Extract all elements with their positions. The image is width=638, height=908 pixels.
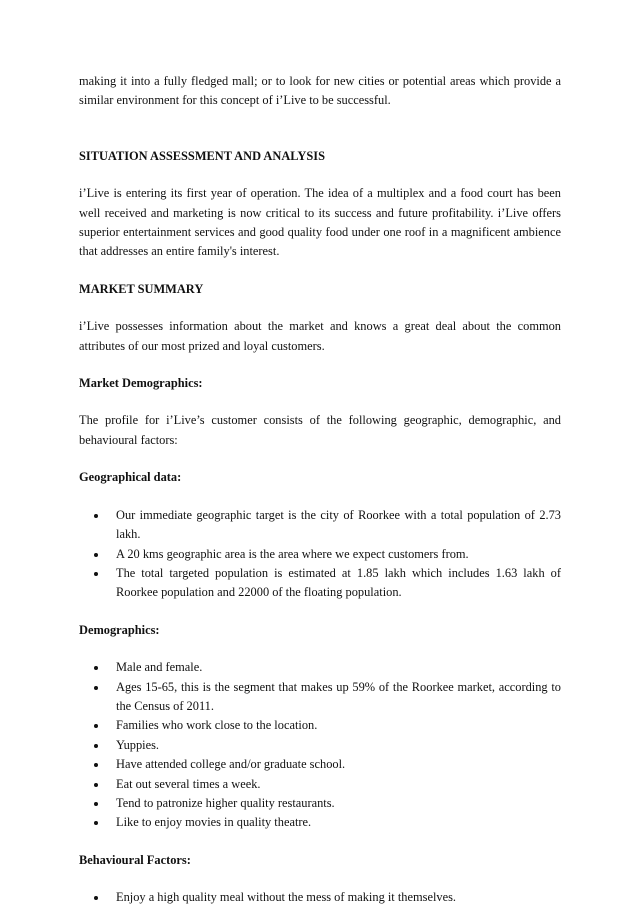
bullet-icon: [94, 686, 98, 690]
list-item: A 20 kms geographic area is the area where we expect customers from.: [79, 545, 561, 564]
list-item: Eat out several times a week.: [79, 775, 561, 794]
list-item: Enjoy a high quality meal without the mess of making it themselves.: [79, 888, 561, 907]
list-item: Families who work close to the location.: [79, 716, 561, 735]
bullet-icon: [94, 783, 98, 787]
behavioural-factors-heading: Behavioural Factors:: [79, 852, 191, 867]
bullet-icon: [94, 896, 98, 900]
demographics-heading: Demographics:: [79, 622, 160, 637]
market-summary-paragraph: i’Live possesses information about the market and knows a great deal about the common attributes of our most prized and loyal customers.: [79, 319, 561, 353]
list-item: Male and female.: [79, 658, 561, 677]
bullet-icon: [94, 724, 98, 728]
list-item: Ages 15-65, this is the segment that makes up 59% of the Roorkee market, according to the Census of 2011.: [79, 678, 561, 717]
list-item: Like to enjoy movies in quality theatre.: [79, 813, 561, 832]
list-item: Have attended college and/or graduate school.: [79, 755, 561, 774]
geographical-data-heading: Geographical data:: [79, 470, 182, 485]
intro-paragraph: making it into a fully fledged mall; or to look for new cities or potential areas which provide a similar environment for this concept of i’Live to be successful.: [79, 74, 561, 108]
bullet-icon: [94, 802, 98, 806]
geographical-list: [79, 506, 561, 603]
market-demographics-heading: Market Demographics:: [79, 376, 203, 391]
bullet-icon: [94, 763, 98, 767]
situation-paragraph: i’Live is entering its first year of operation. The idea of a multiplex and a food court has been well received and marketing is now critical to its success and future profitability. i’Live offers superior entertainment services and good quality food under one roof in a magnificent ambience that addresses an entire family's interest.: [79, 186, 561, 259]
document-page: [79, 72, 561, 908]
bullet-icon: [94, 514, 98, 518]
behavioural-list: [79, 888, 561, 907]
market-demographics-paragraph: The profile for i’Live’s customer consists of the following geographic, demographic, and behavioural factors:: [79, 413, 561, 447]
bullet-icon: [94, 744, 98, 748]
list-item: Our immediate geographic target is the city of Roorkee with a total population of 2.73 lakh.: [79, 506, 561, 545]
demographics-list: [79, 658, 561, 833]
market-summary-heading: MARKET SUMMARY: [79, 281, 204, 296]
list-item: Yuppies.: [79, 736, 561, 755]
bullet-icon: [94, 821, 98, 825]
situation-heading: SITUATION ASSESSMENT AND ANALYSIS: [79, 148, 325, 163]
bullet-icon: [94, 666, 98, 670]
bullet-icon: [94, 553, 98, 557]
list-item: The total targeted population is estimated at 1.85 lakh which includes 1.63 lakh of Roorkee population and 22000 of the floating population.: [79, 564, 561, 603]
bullet-icon: [94, 572, 98, 576]
list-item: Tend to patronize higher quality restaurants.: [79, 794, 561, 813]
